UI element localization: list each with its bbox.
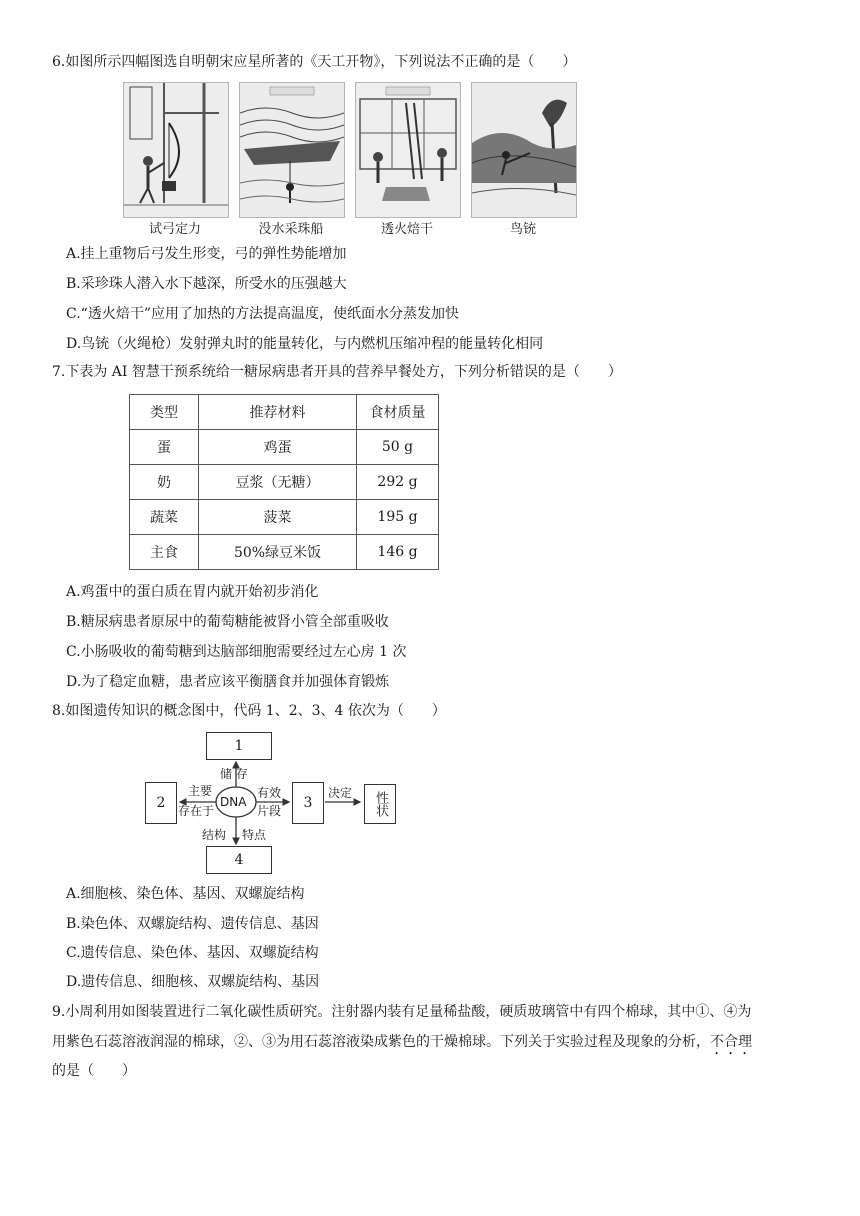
q6-option-a: A.挂上重物后弓发生形变，弓的弹性势能增加 (66, 246, 347, 262)
concept-box-4: 4 (206, 846, 272, 874)
table-cell: 鸡蛋 (199, 430, 357, 465)
table-header-cell: 类型 (130, 395, 199, 430)
image-moshui-caizhuchuan (239, 82, 345, 218)
label-exists-in: 存在于 (178, 804, 215, 818)
label-segment: 片段 (257, 804, 282, 818)
image-shigong-dingli (123, 82, 229, 218)
q8-option-c: C.遗传信息、染色体、基因、双螺旋结构 (66, 945, 319, 961)
q6-option-d: D.鸟铳（火绳枪）发射弹丸时的能量转化，与内燃机压缩冲程的能量转化相同 (66, 336, 544, 352)
q8-option-b: B.染色体、双螺旋结构、遗传信息、基因 (66, 916, 319, 932)
table-row (130, 500, 439, 535)
caption-moshui-caizhuchuan: 没水采珠船 (258, 222, 324, 237)
table-cell: 蔬菜 (130, 500, 199, 535)
table-cell: 奶 (130, 465, 199, 500)
table-cell: 50 g (357, 430, 439, 465)
label-effective: 有效 (257, 786, 282, 800)
table-cell: 豆浆（无糖） (199, 465, 357, 500)
caption-niaochong: 鸟铳 (509, 222, 536, 237)
table-header-row (130, 395, 439, 430)
table-row (130, 535, 439, 570)
image-niaochong (471, 82, 577, 218)
table-header-cell: 食材质量 (357, 395, 439, 430)
caption-shigong-dingli: 试弓定力 (148, 222, 201, 237)
q9-emphasis-not-reasonable: 不合理 (710, 1034, 752, 1050)
q8-stem: 8.如图遗传知识的概念图中，代码 1、2、3、4 依次为（ ） (52, 703, 446, 719)
dna-node: DNA (220, 795, 247, 809)
q7-option-a: A.鸡蛋中的蛋白质在胃内就开始初步消化 (66, 584, 319, 600)
q9-stem-line3: 的是（ ） (52, 1063, 136, 1079)
caption-touhuo-beigan: 透火焙干 (380, 222, 433, 237)
table-cell: 292 g (357, 465, 439, 500)
q6-option-c: C.“透火焙干”应用了加热的方法提高温度，使纸面水分蒸发加快 (66, 306, 459, 322)
concept-box-2: 2 (145, 782, 177, 824)
q7-stem: 7.下表为 AI 智慧干预系统给一糖尿病患者开具的营养早餐处方，下列分析错误的是（ ） (52, 364, 622, 380)
nutrition-table (129, 394, 439, 570)
concept-box-3: 3 (292, 782, 324, 824)
table-cell: 195 g (357, 500, 439, 535)
q8-option-a: A.细胞核、染色体、基因、双螺旋结构 (66, 886, 305, 902)
q9-stem-line2-text: 用紫色石蕊溶液润湿的棉球，②、③为用石蕊溶液染成紫色的干燥棉球。下列关于实验过程及现象的分析， (52, 1034, 710, 1050)
table-row (130, 465, 439, 500)
q9-stem-line1: 9.小周利用如图装置进行二氧化碳性质研究。注射器内装有足量稀盐酸，硬质玻璃管中有四个棉球，其中①、④为 (52, 1004, 752, 1020)
q9-stem-line2 (52, 1032, 752, 1058)
table-cell: 50%绿豆米饭 (199, 535, 357, 570)
table-cell: 菠菜 (199, 500, 357, 535)
table-row (130, 430, 439, 465)
q7-option-c: C.小肠吸收的葡萄糖到达脑部细胞需要经过左心房 1 次 (66, 644, 407, 660)
q7-option-d: D.为了稳定血糖，患者应该平衡膳食并加强体育锻炼 (66, 674, 390, 690)
q7-option-b: B.糖尿病患者原尿中的葡萄糖能被肾小管全部重吸收 (66, 614, 389, 630)
q6-stem: 6.如图所示四幅图选自明朝宋应星所著的《天工开物》，下列说法不正确的是（ ） (52, 54, 577, 70)
concept-box-1: 1 (206, 732, 272, 760)
label-store: 储 存 (220, 767, 248, 781)
table-header-cell: 推荐材料 (199, 395, 357, 430)
image-touhuo-beigan (355, 82, 461, 218)
label-structure: 结构 (202, 828, 227, 842)
trait-box: 性状 (364, 784, 396, 824)
q6-option-b: B.采珍珠人潜入水下越深，所受水的压强越大 (66, 276, 347, 292)
genetics-concept-map (140, 730, 410, 880)
q8-option-d: D.遗传信息、细胞核、双螺旋结构、基因 (66, 974, 320, 990)
label-feature: 特点 (242, 828, 267, 842)
label-decide: 决定 (328, 786, 353, 800)
table-cell: 蛋 (130, 430, 199, 465)
table-cell: 主食 (130, 535, 199, 570)
table-cell: 146 g (357, 535, 439, 570)
label-main: 主要 (188, 784, 213, 798)
